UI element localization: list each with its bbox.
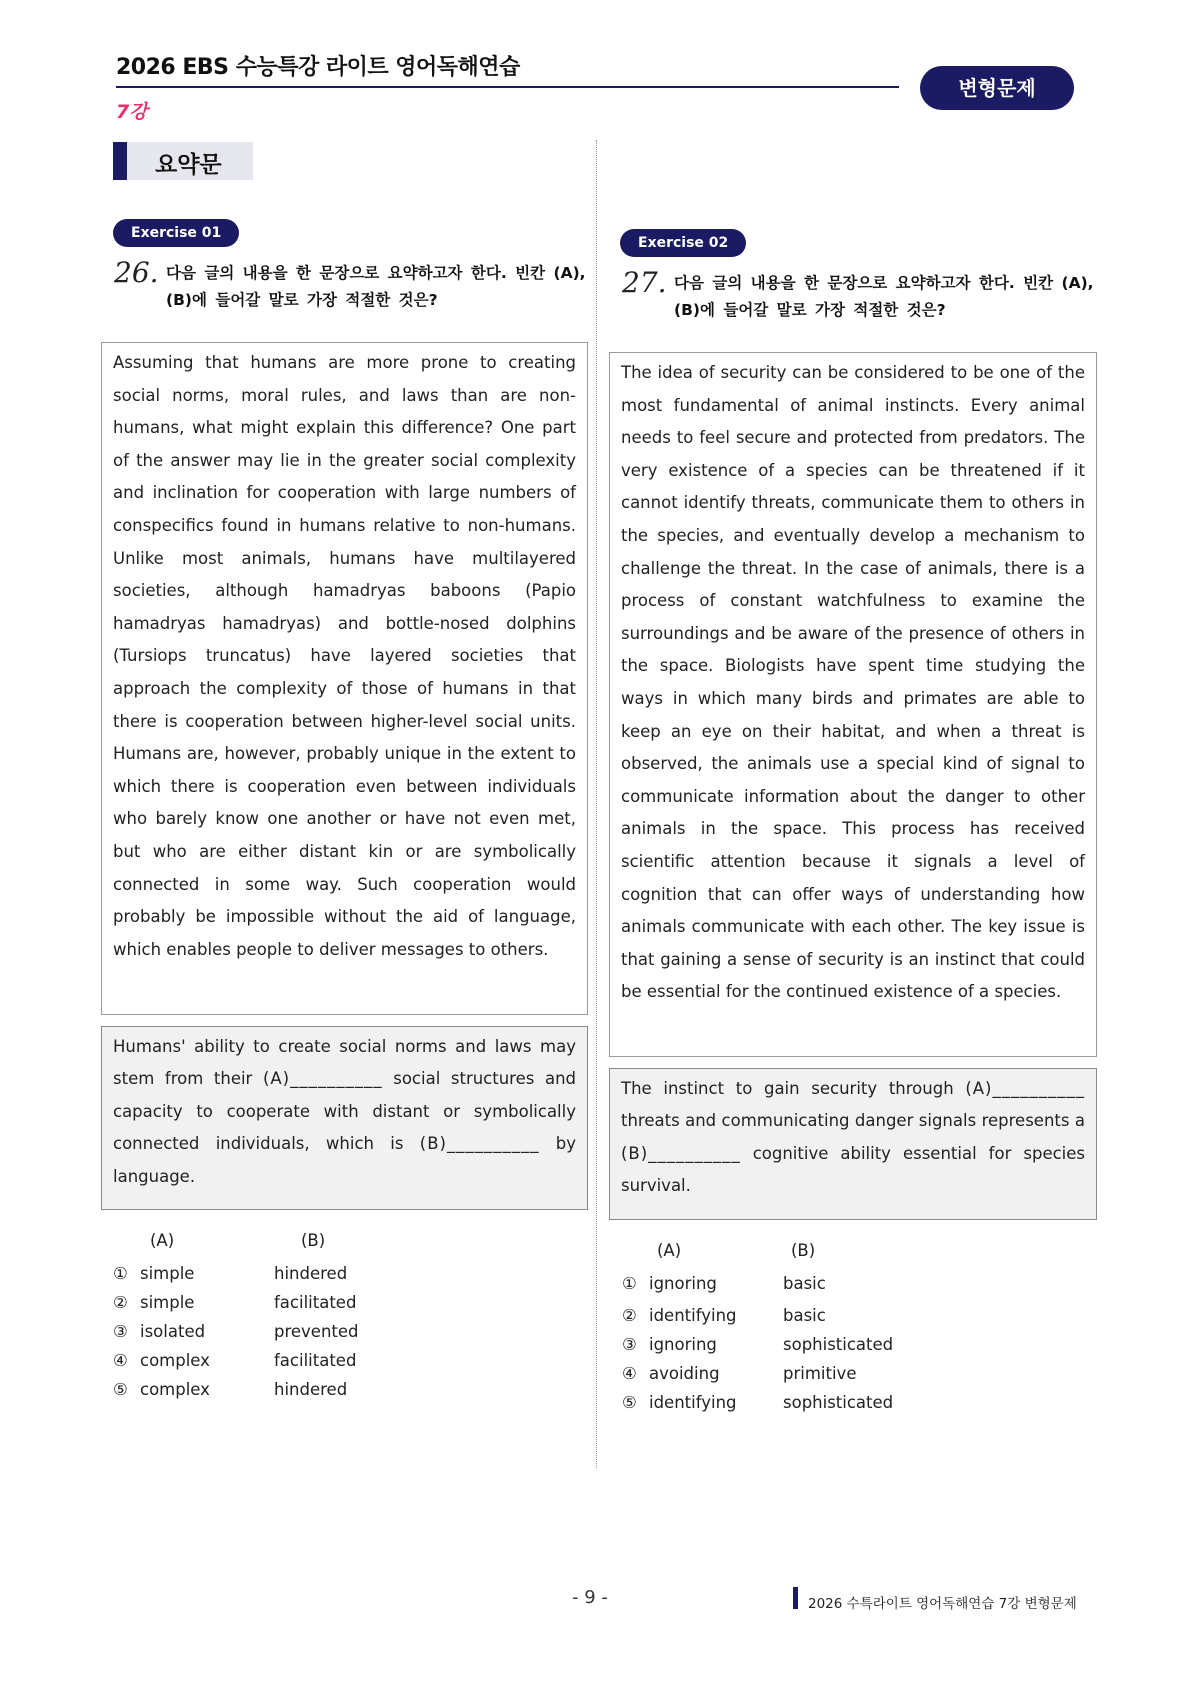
- choice-b: hindered: [274, 1264, 348, 1283]
- choices-26-header-a: (A): [150, 1231, 175, 1250]
- summary-26-blank-b: (B)__________: [419, 1134, 540, 1154]
- variant-badge: 변형문제: [920, 66, 1074, 110]
- choice-b: sophisticated: [783, 1335, 894, 1354]
- choices-26-header-b: (B): [301, 1231, 326, 1250]
- choices-27-header-b: (B): [791, 1241, 816, 1260]
- summary-27-blank-a: (A)__________: [965, 1079, 1085, 1098]
- choice-a: simple: [140, 1264, 195, 1283]
- choice-a: isolated: [140, 1322, 206, 1341]
- choice-a: complex: [140, 1351, 210, 1370]
- choice-num: ③: [622, 1335, 637, 1354]
- passage-27: The idea of security can be considered to be one of the most fundamental of animal instincts. Every animal needs to feel secure and protected from predators. The very existence of a species can be threatened if it cannot identify threats, communicate them to others in the species, and eventually develop a mechanism to challenge the threat. In the case of animals, there is a process of constant watchfulness to examine the surroundings and be aware of the presence of others in the space. Biologists have spent time studying the ways in which many birds and primates are able to keep an eye on their habitat, and when a threat is observed, the animals use a special kind of signal to communicate information about the danger to other animals in the space. This process has received scientific attention because it signals a level of cognition that can offer ways of understanding how animals communicate with each other. The key issue is that gaining a sense of security is an instinct that could be essential for the continued existence of a species.: [609, 352, 1097, 1057]
- section-title: 요약문: [155, 152, 222, 178]
- question-27-text-line1: 다음 글의 내용을 한 문장으로 요약하고자 한다. 빈칸 (A),: [674, 274, 1094, 292]
- summary-26: [101, 1026, 588, 1210]
- choice-27-4[interactable]: [622, 1364, 857, 1383]
- document-title: 2026 EBS 수능특강 라이트 영어독해연습: [116, 55, 520, 80]
- lesson-label: 7강: [116, 101, 148, 123]
- choice-26-5[interactable]: [113, 1380, 348, 1399]
- section-heading: [113, 142, 253, 180]
- question-26-text-line2: (B)에 들어갈 말로 가장 적절한 것은?: [166, 291, 438, 309]
- footer-accent-bar: [793, 1587, 798, 1609]
- summary-27-blank-b: (B)__________: [621, 1143, 741, 1163]
- choice-b: primitive: [783, 1364, 857, 1383]
- choice-num: ⑤: [113, 1380, 128, 1399]
- choice-b: facilitated: [274, 1351, 357, 1370]
- choice-num: ②: [113, 1293, 128, 1312]
- choice-num: ②: [622, 1306, 637, 1325]
- question-26-number: 26.: [114, 256, 159, 289]
- choice-b: basic: [783, 1274, 826, 1293]
- footer-text: 2026 수특라이트 영어독해연습 7강 변형문제: [808, 1596, 1077, 1612]
- choice-num: ①: [622, 1274, 637, 1293]
- choice-27-1[interactable]: [622, 1274, 826, 1293]
- question-27-number: 27.: [622, 266, 667, 299]
- choice-a: simple: [140, 1293, 195, 1312]
- summary-27-part1: The instinct to gain security through: [621, 1079, 966, 1098]
- choice-26-4[interactable]: [113, 1351, 357, 1370]
- summary-26-part1: Humans' ability to create social norms and laws may stem from their: [113, 1037, 576, 1089]
- choice-a: ignoring: [649, 1335, 717, 1354]
- summary-26-part3: by language.: [113, 1134, 577, 1186]
- choice-a: avoiding: [649, 1364, 720, 1383]
- passage-26: Assuming that humans are more prone to creating social norms, moral rules, and laws than are non-humans, what might explain this difference? One part of the answer may lie in the greater social complexity and inclination for cooperation with large numbers of conspecifics found in humans relative to non-humans. Unlike most animals, humans have multilayered societies, although hamadryas baboons (Papio hamadryas hamadryas) and bottle-nosed dolphins (Tursiops truncatus) have layered societies that approach the complexity of those of humans in that there is cooperation between higher-level social units. Humans are, however, probably unique in the extent to which there is cooperation even between individuals who barely know one another or have not even met, but who are either distant kin or are symbolically connected in some way. Such cooperation would probably be impossible without the aid of language, which enables people to deliver messages to others.: [101, 342, 588, 1015]
- choice-a: identifying: [649, 1306, 737, 1325]
- exercise-02-badge: Exercise 02: [620, 229, 746, 257]
- choice-num: ④: [622, 1364, 637, 1383]
- summary-27: [609, 1068, 1097, 1220]
- choice-26-1[interactable]: [113, 1264, 348, 1283]
- choice-a: ignoring: [649, 1274, 717, 1293]
- summary-27-part3: cognitive ability essential for species survival.: [621, 1143, 1085, 1196]
- choice-27-5[interactable]: [622, 1393, 894, 1412]
- choice-num: ③: [113, 1322, 128, 1341]
- choice-num: ④: [113, 1351, 128, 1370]
- choice-26-3[interactable]: [113, 1322, 359, 1341]
- column-divider: [596, 140, 597, 1468]
- choice-b: facilitated: [274, 1293, 357, 1312]
- choice-26-2[interactable]: [113, 1293, 357, 1312]
- choice-b: basic: [783, 1306, 826, 1325]
- choice-num: ⑤: [622, 1393, 637, 1412]
- summary-27-part2: threats and communicating danger signals represents a: [621, 1111, 1085, 1131]
- page-number: - 9 -: [572, 1587, 608, 1608]
- choice-a: complex: [140, 1380, 210, 1399]
- question-27-text-line2: (B)에 들어갈 말로 가장 적절한 것은?: [674, 301, 946, 319]
- choice-27-3[interactable]: [622, 1335, 894, 1354]
- choice-b: hindered: [274, 1380, 348, 1399]
- choice-b: prevented: [274, 1322, 359, 1341]
- header-divider: [116, 86, 899, 88]
- summary-26-part2: social structures and capacity to cooperate with distant or symbolically connected individuals, which is: [113, 1069, 576, 1154]
- choice-num: ①: [113, 1264, 128, 1283]
- summary-26-blank-a: (A)__________: [262, 1069, 383, 1089]
- choice-b: sophisticated: [783, 1393, 894, 1412]
- question-26-text-line1: 다음 글의 내용을 한 문장으로 요약하고자 한다. 빈칸 (A),: [166, 264, 586, 282]
- choice-a: identifying: [649, 1393, 737, 1412]
- exercise-01-badge: Exercise 01: [113, 219, 239, 247]
- choice-27-2[interactable]: [622, 1306, 826, 1325]
- choices-27-header-a: (A): [657, 1241, 682, 1260]
